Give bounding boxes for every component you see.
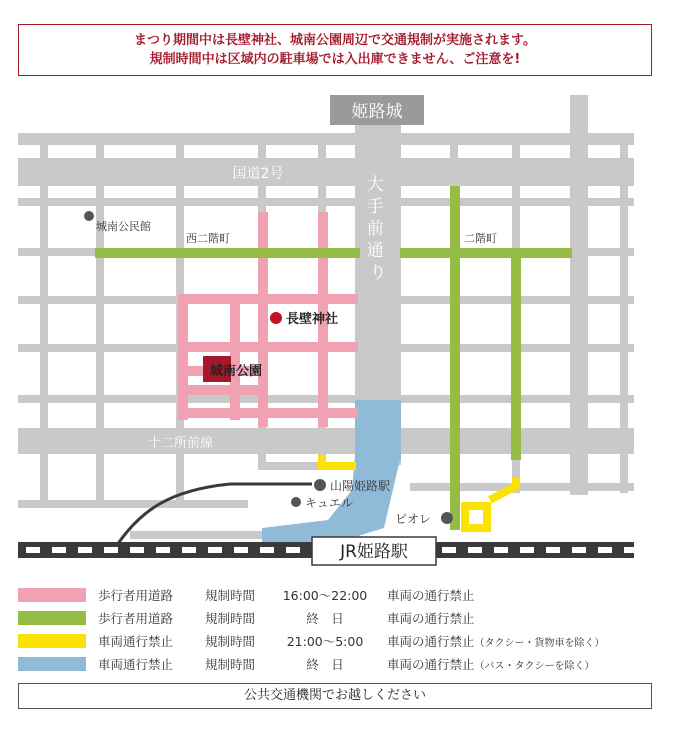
route-segment <box>178 385 258 395</box>
legend-rule-text: 車両の通行禁止 <box>387 611 475 626</box>
vehicle-allday-route <box>262 400 401 545</box>
legend-rule <box>387 632 605 650</box>
notice-line-2: 規制時間中は区域内の駐車場では入出庫できません、ご注意を! <box>149 52 521 67</box>
legend-note: （タクシー・貨物車を除く） <box>474 638 605 649</box>
rail-tie <box>104 547 118 553</box>
legend-note: （バス・タクシーを除く） <box>474 661 595 672</box>
jonan-community-hall-label: 城南公民館 <box>96 220 151 233</box>
rail-tie <box>130 547 144 553</box>
rail-tie <box>520 547 534 553</box>
legend-time: 16:00〜22:00 <box>282 588 368 603</box>
road <box>570 95 588 495</box>
sanyo-himeji-station-marker <box>314 479 326 491</box>
otemae-dori-char: 前 <box>366 219 384 239</box>
footer-notice: 公共交通機関でお越しください <box>18 683 652 709</box>
legend-swatch <box>18 657 86 671</box>
legend-label: 規制時間 <box>205 657 256 672</box>
route-segment <box>178 408 358 418</box>
road <box>18 500 248 508</box>
legend-rule <box>387 655 595 673</box>
rail-tie <box>26 547 40 553</box>
jonan-park-label: 城南公園 <box>210 364 263 379</box>
legend-time: 終 日 <box>306 657 344 672</box>
route-segment-nikaimachi <box>400 248 572 258</box>
legend-rule <box>387 586 475 604</box>
route-segment <box>178 294 358 304</box>
notice-line-1: まつり期間中は長壁神社、城南公園周辺で交通規制が実施されます。 <box>134 33 536 48</box>
rail-tie <box>468 547 482 553</box>
rail-tie <box>234 547 248 553</box>
rail-tie <box>572 547 586 553</box>
rail-tie <box>52 547 66 553</box>
legend-rule <box>387 609 475 627</box>
legend <box>18 584 658 676</box>
rail-tie <box>494 547 508 553</box>
legend-label: 規制時間 <box>205 611 256 626</box>
route-segment-nishi-nikaimachi <box>95 248 360 258</box>
legend-row <box>18 607 658 630</box>
himeji-castle-label: 姬路城 <box>351 102 403 122</box>
legend-rule-text: 車両の通行禁止 <box>387 634 475 649</box>
route-segment <box>465 506 487 528</box>
otemae-dori-char: り <box>369 263 387 283</box>
jr-himeji-station-label: JR姫路駅 <box>340 542 408 562</box>
rail-tie <box>260 547 274 553</box>
rail-tie <box>624 547 638 553</box>
road <box>96 133 104 505</box>
rail-tie <box>598 547 612 553</box>
junisho-mae-sen-label: 十二所前線 <box>148 436 214 451</box>
route-segment <box>178 294 188 420</box>
piole-label: ピオレ <box>395 512 432 526</box>
route-segment <box>178 342 358 352</box>
road <box>410 483 634 491</box>
road <box>40 133 48 505</box>
legend-type: 歩行者用道路 <box>98 611 174 626</box>
legend-type: 車両通行禁止 <box>98 657 174 672</box>
road <box>620 133 628 493</box>
rail-tie <box>156 547 170 553</box>
rail-tie <box>182 547 196 553</box>
osakabe-shrine-marker <box>270 312 282 324</box>
route-segment <box>450 186 460 530</box>
legend-swatch <box>18 611 86 625</box>
route-segment <box>322 455 356 466</box>
otemae-dori-char: 通 <box>366 241 384 261</box>
route2-label: 国道2号 <box>232 166 284 182</box>
otemae-dori-char: 大 <box>366 175 384 195</box>
rail-tie <box>546 547 560 553</box>
legend-label: 規制時間 <box>205 588 256 603</box>
legend-row <box>18 653 658 676</box>
nishi-nikaimachi-label: 西二階町 <box>186 232 230 245</box>
q-ball-label: キュエル <box>305 496 354 510</box>
rail-tie <box>78 547 92 553</box>
route-segment <box>511 248 521 460</box>
legend-row <box>18 630 658 653</box>
q-ball-marker <box>291 497 301 507</box>
sanyo-himeji-station-label: 山陽姫路駅 <box>330 479 391 493</box>
route-segment <box>230 294 240 420</box>
nikaimachi-label: 二階町 <box>464 232 497 245</box>
legend-swatch <box>18 588 86 602</box>
legend-row <box>18 584 658 607</box>
otemae-dori-char: 手 <box>366 197 384 217</box>
legend-rule-text: 車両の通行禁止 <box>387 657 475 672</box>
legend-label: 規制時間 <box>205 634 256 649</box>
legend-time: 終 日 <box>306 611 344 626</box>
piole-marker <box>441 512 453 524</box>
legend-type: 歩行者用道路 <box>98 588 174 603</box>
legend-type: 車両通行禁止 <box>98 634 174 649</box>
jonan-community-hall-marker <box>84 211 94 221</box>
legend-rule-text: 車両の通行禁止 <box>387 588 475 603</box>
otemae-dori-label <box>367 175 389 283</box>
rail-tie <box>208 547 222 553</box>
route-segment <box>355 400 401 460</box>
rail-tie <box>286 547 300 553</box>
osakabe-shrine-label: 長壁神社 <box>286 312 339 327</box>
legend-swatch <box>18 634 86 648</box>
route-segment <box>258 212 268 427</box>
rail-tie <box>442 547 456 553</box>
legend-time: 21:00〜5:00 <box>286 634 364 649</box>
